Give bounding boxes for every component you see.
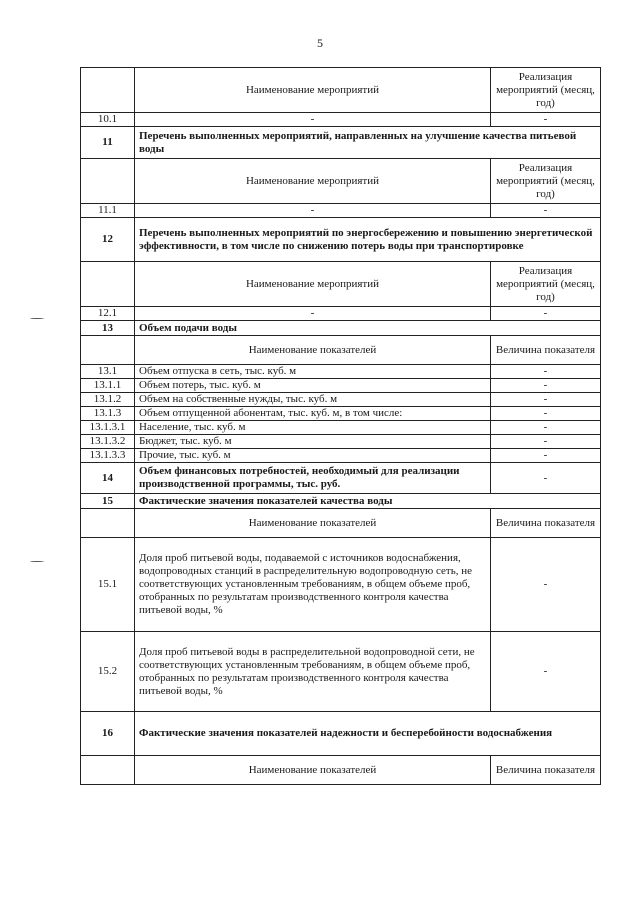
- indicator-value: -: [491, 421, 601, 435]
- column-header-name: Наименование показателей: [135, 336, 491, 365]
- indicator-name: Объем отпущенной абонентам, тыс. куб. м, в том числе:: [135, 407, 491, 421]
- column-header-name: Наименование показателей: [135, 509, 491, 538]
- row-number: 13.1.2: [81, 393, 135, 407]
- row-number: 13.1.3.3: [81, 449, 135, 463]
- row-number-cell: [81, 336, 135, 365]
- table-header-row: [81, 336, 601, 365]
- indicator-name: Бюджет, тыс. куб. м: [135, 435, 491, 449]
- indicator-name: -: [135, 113, 491, 127]
- table-row: [81, 307, 601, 321]
- column-header-name: Наименование мероприятий: [135, 68, 491, 113]
- column-header-value: Реализация мероприятий (месяц, год): [491, 262, 601, 307]
- section-title: Перечень выполненных мероприятий по энергосбережению и повышению энергетической эффективности, в том числе по снижению потерь воды при транспортировке: [135, 218, 601, 262]
- table-header-row: [81, 756, 601, 785]
- column-header-value: Величина показателя: [491, 336, 601, 365]
- indicator-name: -: [135, 204, 491, 218]
- table-row: [81, 204, 601, 218]
- indicator-value: -: [491, 204, 601, 218]
- row-number-cell: [81, 262, 135, 307]
- indicator-name: Население, тыс. куб. м: [135, 421, 491, 435]
- column-header-name: Наименование мероприятий: [135, 159, 491, 204]
- indicator-value: -: [491, 435, 601, 449]
- table-header-row: [81, 262, 601, 307]
- table-row: [81, 449, 601, 463]
- column-header-name: Наименование показателей: [135, 756, 491, 785]
- column-header-value: Реализация мероприятий (месяц, год): [491, 159, 601, 204]
- row-number-cell: [81, 68, 135, 113]
- report-table: [80, 67, 601, 785]
- row-number-cell: [81, 509, 135, 538]
- indicator-value: -: [491, 113, 601, 127]
- section-title: Фактические значения показателей качества воды: [135, 494, 601, 509]
- section-value: -: [491, 463, 601, 494]
- section-row: [81, 321, 601, 336]
- table-header-row: [81, 159, 601, 204]
- row-number: 11.1: [81, 204, 135, 218]
- row-number: 13.1.3.2: [81, 435, 135, 449]
- indicator-name: -: [135, 307, 491, 321]
- section-number: 16: [81, 712, 135, 756]
- table-header-row: [81, 509, 601, 538]
- row-number: 15.1: [81, 538, 135, 632]
- indicator-value: -: [491, 632, 601, 712]
- column-header-value: Величина показателя: [491, 509, 601, 538]
- section-row: [81, 127, 601, 159]
- row-number: 13.1: [81, 365, 135, 379]
- section-title: Перечень выполненных мероприятий, направленных на улучшение качества питьевой воды: [135, 127, 601, 159]
- section-row: [81, 218, 601, 262]
- table-row: [81, 421, 601, 435]
- section-row: [81, 712, 601, 756]
- table-row: [81, 113, 601, 127]
- margin-mark: [30, 561, 44, 562]
- indicator-name: Доля проб питьевой воды в распределительной водопроводной сети, не соответствующих установленным требованиям, в общем объеме проб, отобранных по результатам производственного контроля качества питьевой воды, %: [135, 632, 491, 712]
- indicator-name: Объем на собственные нужды, тыс. куб. м: [135, 393, 491, 407]
- row-number: 15.2: [81, 632, 135, 712]
- indicator-value: -: [491, 365, 601, 379]
- table-header-row: [81, 68, 601, 113]
- indicator-value: -: [491, 538, 601, 632]
- indicator-value: -: [491, 407, 601, 421]
- column-header-name: Наименование мероприятий: [135, 262, 491, 307]
- section-number: 12: [81, 218, 135, 262]
- indicator-value: -: [491, 307, 601, 321]
- row-number-cell: [81, 756, 135, 785]
- margin-mark: [30, 318, 44, 319]
- indicator-value: -: [491, 393, 601, 407]
- section-title: Объем подачи воды: [135, 321, 601, 336]
- section-number: 11: [81, 127, 135, 159]
- row-number-cell: [81, 159, 135, 204]
- table-row: [81, 435, 601, 449]
- section-row: [81, 463, 601, 494]
- row-number: 10.1: [81, 113, 135, 127]
- section-title: Объем финансовых потребностей, необходимый для реализации производственной программы, тыс. руб.: [135, 463, 491, 494]
- section-row: [81, 494, 601, 509]
- indicator-value: -: [491, 449, 601, 463]
- indicator-name: Доля проб питьевой воды, подаваемой с источников водоснабжения, водопроводных станций в распределительную водопроводную сеть, не соответствующих установленным требованиям, в общем объеме проб, отобранных по результатам производственного контроля качества питьевой воды, %: [135, 538, 491, 632]
- table-row: [81, 365, 601, 379]
- row-number: 12.1: [81, 307, 135, 321]
- table-row: [81, 407, 601, 421]
- section-title: Фактические значения показателей надежности и бесперебойности водоснабжения: [135, 712, 601, 756]
- indicator-name: Прочие, тыс. куб. м: [135, 449, 491, 463]
- section-number: 13: [81, 321, 135, 336]
- page-number: 5: [317, 36, 323, 50]
- column-header-value: Реализация мероприятий (месяц, год): [491, 68, 601, 113]
- row-number: 13.1.1: [81, 379, 135, 393]
- indicator-value: -: [491, 379, 601, 393]
- row-number: 13.1.3: [81, 407, 135, 421]
- column-header-value: Величина показателя: [491, 756, 601, 785]
- table-row: [81, 632, 601, 712]
- indicator-name: Объем потерь, тыс. куб. м: [135, 379, 491, 393]
- row-number: 13.1.3.1: [81, 421, 135, 435]
- indicator-name: Объем отпуска в сеть, тыс. куб. м: [135, 365, 491, 379]
- section-number: 15: [81, 494, 135, 509]
- table-row: [81, 379, 601, 393]
- table-row: [81, 393, 601, 407]
- section-number: 14: [81, 463, 135, 494]
- table-row: [81, 538, 601, 632]
